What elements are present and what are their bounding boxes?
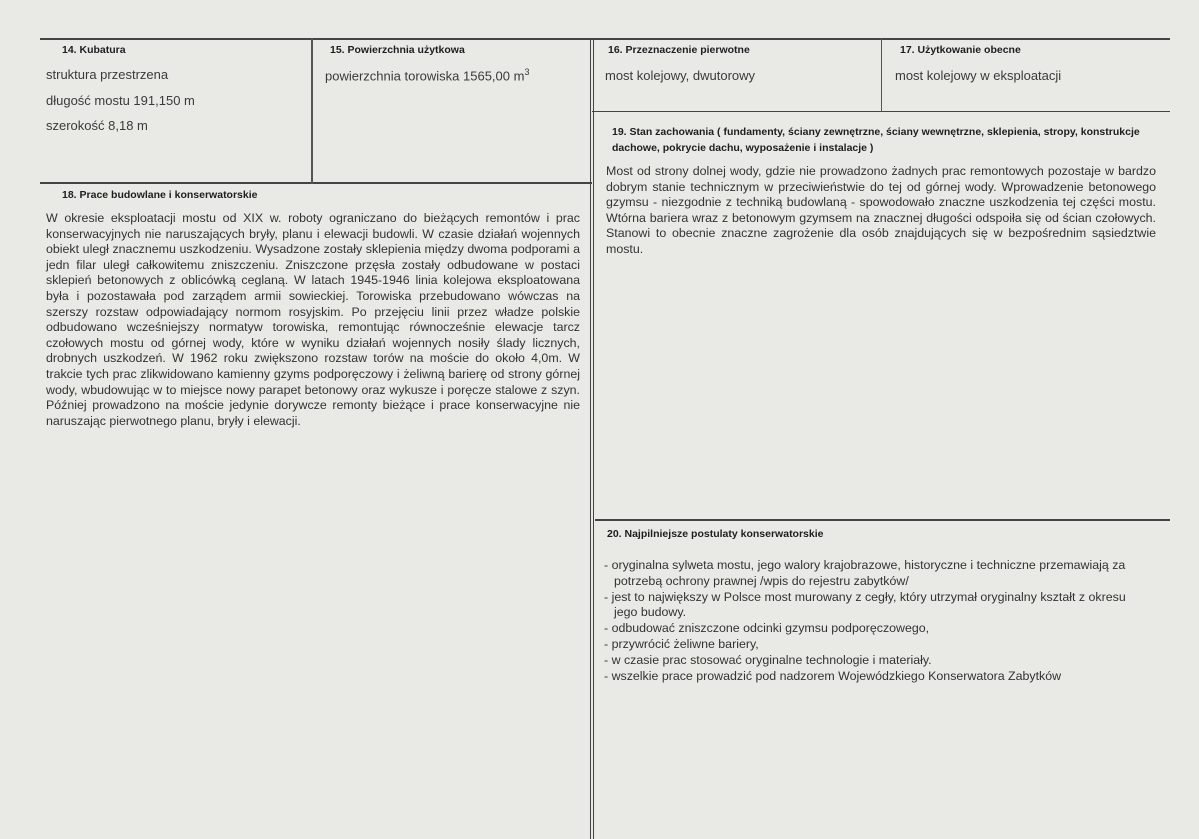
s20-list: [604, 558, 1134, 684]
s15-value-text: powierzchnia torowiska 1565,00 m: [325, 68, 525, 84]
s19-title: 19. Stan zachowania ( fundamenty, ściany zewnętrzne, ściany wewnętrzne, sklepienia, stropy, konstrukcje dachowe, pokrycie dachu, wyposażenie i instalacje ): [612, 126, 1140, 154]
s14-title: 14. Kubatura: [62, 44, 126, 56]
rule-above-s18: [40, 182, 592, 184]
s20-list-item: - jest to największy w Polsce most murowany z cegły, który utrzymał oryginalny kształt z okresu jego budowy.: [604, 589, 1126, 620]
s20-list-item: - w czasie prac stosować oryginalne technologie i materiały.: [604, 652, 932, 667]
s20-list-item: - wszelkie prace prowadzić pod nadzorem Wojewódzkiego Konserwatora Zabytków: [604, 668, 1062, 683]
s15-value: [325, 67, 529, 83]
s16-value: most kolejowy, dwutorowy: [605, 68, 756, 83]
divider-s16-s17: [881, 38, 882, 112]
s15-unit-superscript: 3: [524, 67, 530, 77]
s15-title: 15. Powierzchnia użytkowa: [330, 44, 465, 56]
s20-list-item: - przywrócić żeliwne bariery,: [604, 636, 759, 651]
s17-title: 17. Użytkowanie obecne: [900, 44, 1021, 56]
s20-list-item: - oryginalna sylweta mostu, jego walory krajobrazowe, historyczne i techniczne przemawiają za potrzebą ochrony prawnej /wpis do rejestru zabytków/: [604, 558, 1126, 588]
divider-s14-s15: [311, 38, 313, 184]
s16-title: 16. Przeznaczenie pierwotne: [608, 44, 750, 56]
rule-above-s20: [595, 519, 1170, 521]
s19-text: Most od strony dolnej wody, gdzie nie prowadzono żadnych prac remontowych pozostaje w bardzo dobrym stanie technicznym w przeciwieństwie do tej od górnej wody. Wprowadzenie betonowego gzymsu - niezgodnie z techniką budowlaną - spowodowało znaczne uszkodzenia tej części mostu. Wtórna bariera wraz z betonowym gzymsem na znacznej długości odspoiła się od ścian czołowych. Stanowi to obecnie znaczne zagrożenie dla osób znajdujących się w bezpośrednim sąsiedztwie mostu.: [606, 164, 1156, 256]
s14-line-2: długość mostu 191,150 m: [46, 93, 195, 108]
s20-list-item: - odbudować zniszczone odcinki gzymsu podporęczowego,: [604, 621, 930, 636]
main-column-divider: [590, 38, 594, 839]
s14-line-1: struktura przestrzena: [46, 67, 169, 82]
s14-line-3: szerokość 8,18 m: [46, 118, 148, 133]
top-rule: [40, 38, 1170, 40]
s17-value: most kolejowy w eksploatacji: [895, 68, 1062, 83]
s20-title: 20. Najpilniejsze postulaty konserwatorskie: [607, 528, 824, 540]
s18-text: W okresie eksploatacji mostu od XIX w. roboty ograniczano do bieżących remontów i prac konserwacyjnych nie naruszających bryły, planu i elewacji budowli. W czasie działań wojennych obiekt uległ znacznemu uszkodzeniu. Wysadzone zostały sklepienia między dwoma podporami a jedn filar uległ całkowitemu zniszczeniu. Zniszczone przęsła zostały odbudowane w postaci sklepień betonowych z oblicówką ceglaną. W latach 1945-1946 linia kolejowa eksploatowana była i pozostawała pod zarządem armii sowieckiej. Torowiska przebudowano wówczas na szerszy rozstaw odpowiadający normom rosyjskim. Po przejęciu linii przez władze polskie odbudowano wcześniejszy normatyw torowiska, remontując równocześnie elewacje tarcz czołowych mostu od górnej wody, które w wyniku działań wojennych nosiły ślady licznych, drobnych uszkodzeń. W 1962 roku zwiększono rozstaw torów na moście do około 4,0m. W trakcie tych prac zlikwidowano kamienny gzyms podporęczowy i żeliwną barierę od strony górnej wody, wbudowując w to miejsce nowy parapet betonowy oraz wykusze i poręcze stalowe z szyn. Później prowadzono na moście jedynie dorywcze remonty bieżące i prace konserwacyjne nie naruszając pierwotnego planu, bryły i elewacji.: [46, 211, 580, 428]
s18-title: 18. Prace budowlane i konserwatorskie: [62, 189, 258, 201]
